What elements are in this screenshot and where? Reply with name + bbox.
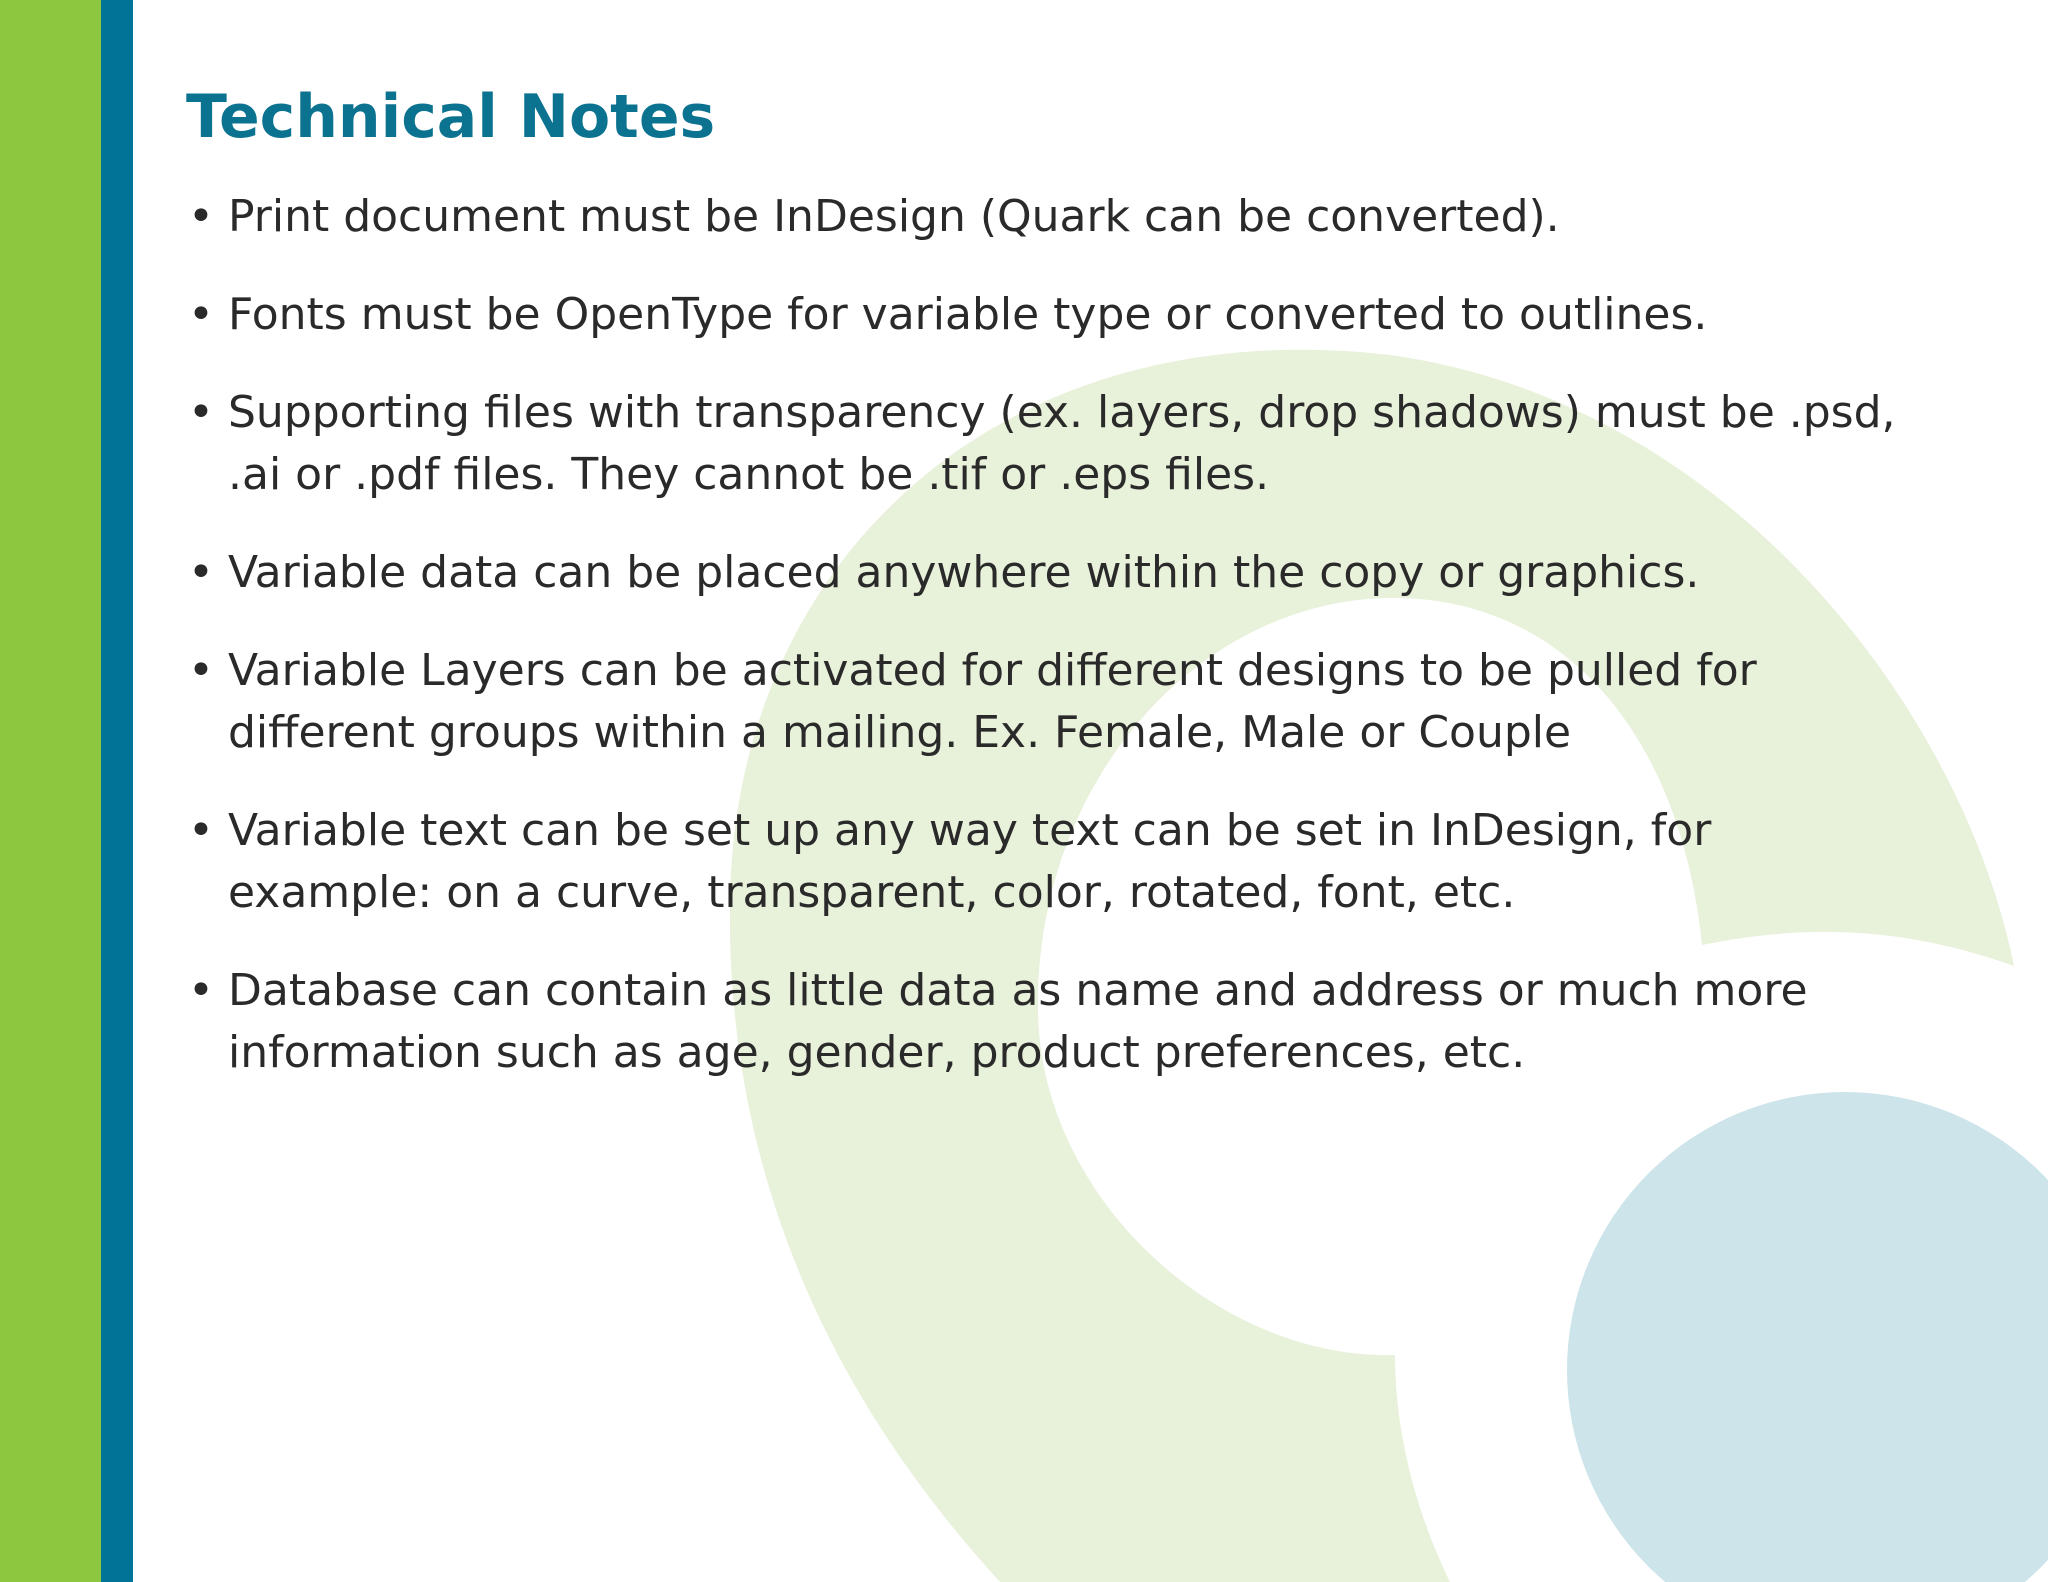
- bullet-item: [186, 382, 1906, 506]
- page-title: Technical Notes: [186, 82, 716, 152]
- bullet-dot-icon: •: [188, 547, 214, 598]
- bullet-item: [186, 186, 1906, 248]
- bullet-dot-icon: •: [188, 191, 214, 242]
- bullet-text-line: Supporting files with transparency (ex. layers, drop shadows) must be .psd,: [228, 387, 1896, 438]
- bullet-dot-icon: •: [188, 645, 214, 696]
- bullet-list: [186, 186, 1906, 1084]
- bullet-item: [186, 640, 1906, 764]
- bullet-text-line: .ai or .pdf files. They cannot be .tif or .eps files.: [228, 449, 1270, 500]
- bullet-item: [186, 960, 1906, 1084]
- bullet-text-line: Variable text can be set up any way text can be set in InDesign, for: [228, 805, 1712, 856]
- bullet-text-line: example: on a curve, transparent, color, rotated, font, etc.: [228, 867, 1516, 918]
- bullet-item: [186, 542, 1906, 604]
- bullet-text-line: Fonts must be OpenType for variable type or converted to outlines.: [228, 289, 1708, 340]
- bullet-text-line: information such as age, gender, product preferences, etc.: [228, 1027, 1526, 1078]
- bullet-item: [186, 284, 1906, 346]
- bullet-dot-icon: •: [188, 289, 214, 340]
- blue-circle-shape: [1567, 1092, 2048, 1582]
- bullet-text-line: Print document must be InDesign (Quark can be converted).: [228, 191, 1560, 242]
- left-green-bar: [0, 0, 101, 1582]
- bullet-text-line: Database can contain as little data as name and address or much more: [228, 965, 1808, 1016]
- bullet-text-line: Variable Layers can be activated for different designs to be pulled for: [228, 645, 1757, 696]
- bullet-dot-icon: •: [188, 965, 214, 1016]
- bullet-text-line: different groups within a mailing. Ex. Female, Male or Couple: [228, 707, 1572, 758]
- bullet-dot-icon: •: [188, 387, 214, 438]
- bullet-text-line: Variable data can be placed anywhere within the copy or graphics.: [228, 547, 1700, 598]
- bullet-item: [186, 800, 1906, 924]
- slide-content: [186, 78, 1906, 1120]
- left-blue-bar: [101, 0, 133, 1582]
- bullet-dot-icon: •: [188, 805, 214, 856]
